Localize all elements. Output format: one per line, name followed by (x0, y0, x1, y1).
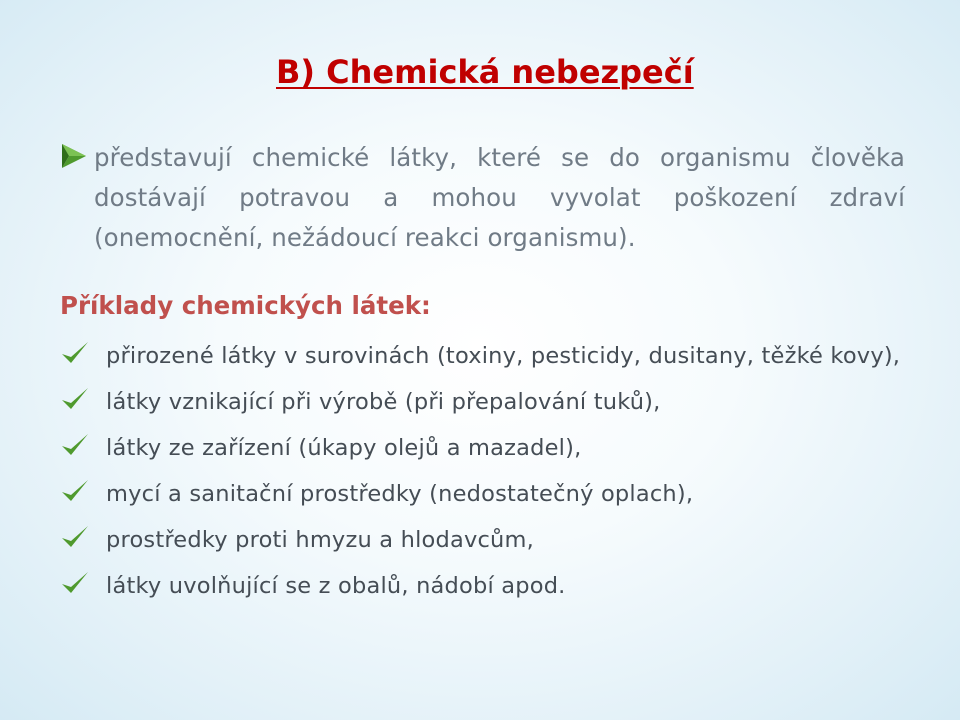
list-item (60, 384, 905, 420)
checkmark-icon (60, 524, 90, 550)
checkmark-icon (60, 340, 90, 366)
list-item (60, 476, 905, 512)
arrow-bullet-icon (60, 141, 90, 171)
examples-heading: Příklady chemických látek: (60, 291, 431, 320)
examples-list (60, 338, 905, 614)
example-text: látky uvolňující se z obalů, nádobí apod. (106, 573, 566, 599)
example-text: látky ze zařízení (úkapy olejů a mazadel), (106, 435, 582, 461)
example-text: prostředky proti hmyzu a hlodavcům, (106, 527, 534, 553)
example-text: mycí a sanitační prostředky (nedostatečný oplach), (106, 481, 694, 507)
example-text: přirozené látky v surovinách (toxiny, pesticidy, dusitany, těžké kovy), (106, 343, 901, 369)
list-item (60, 568, 905, 604)
intro-text: představují chemické látky, které se do organismu člověka dostávají potravou a mohou vyvolat poškození zdraví (onemocnění, nežádoucí reakci organismu). (94, 143, 905, 252)
slide-title: B) Chemická nebezpečí (276, 53, 694, 91)
checkmark-icon (60, 478, 90, 504)
example-text: látky vznikající při výrobě (při přepalování tuků), (106, 389, 661, 415)
checkmark-icon (60, 386, 90, 412)
intro-bullet (60, 138, 905, 258)
list-item (60, 522, 905, 558)
list-item (60, 430, 905, 466)
checkmark-icon (60, 432, 90, 458)
list-item (60, 338, 905, 374)
checkmark-icon (60, 570, 90, 596)
